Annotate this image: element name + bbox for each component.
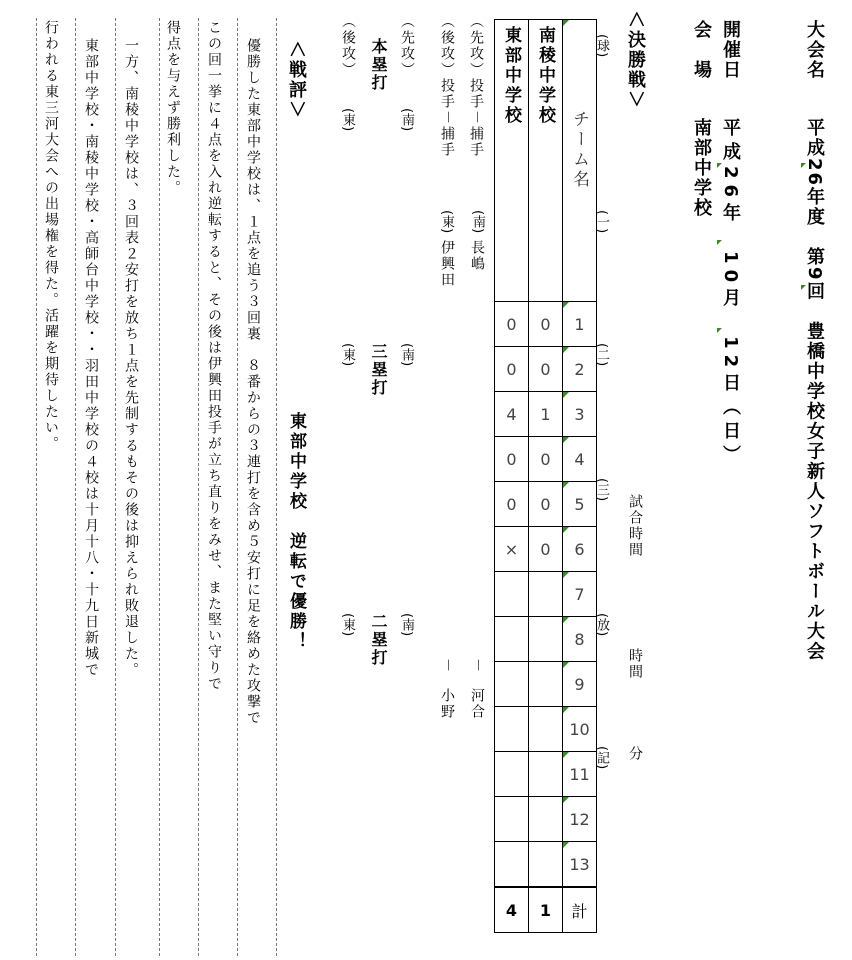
battery-second-catcher: 小野 [439,688,455,720]
south-score [529,572,563,617]
homerun-title: 本塁打 [369,38,388,92]
tournament-name: 平成26年度 第9回 豊橋中学校女子新人ソフトボール大会 [804,118,825,662]
south-score [529,707,563,752]
inning-number: 1 [563,302,597,347]
east-score [495,842,529,888]
east-score [495,707,529,752]
mark-tick [801,285,806,290]
ruled-line [115,18,116,956]
east-score: 0 [495,437,529,482]
homerun-school-south: (南) [399,108,414,132]
south-score: 0 [529,527,563,572]
inning-3-marker: (三) [594,478,609,502]
scoreboard-table [494,19,597,933]
south-score [529,752,563,797]
triple-school-south: (南) [399,343,414,367]
ruled-line [198,18,199,956]
ruled-line [36,18,37,956]
inning-number: 3 [563,392,597,437]
inning-number: 7 [563,572,597,617]
team-header-label: チーム名 [569,110,589,190]
mark-tick [717,328,722,333]
battery-dash-2: － [439,658,455,674]
south-score [529,842,563,888]
review-line-6: 行われる東三河大会への出場権を得た。活躍を期待したい。 [43,20,59,452]
double-title: 二塁打 [369,613,388,667]
east-score: 0 [495,482,529,527]
east-score [495,752,529,797]
east-score: 4 [495,392,529,437]
east-score [495,617,529,662]
inning-number: 2 [563,347,597,392]
ruled-line [159,18,160,956]
review-line-4: 一方、南稜中学校は、３回表２安打を放ち１点を先制するもその後は抑えられ敗退した。 [123,38,139,678]
mark-tick [717,163,722,168]
game-time-label: 試合時間 [627,494,643,558]
tournament-label: 大会名 [804,20,825,80]
inning-number: 12 [563,797,597,842]
inning-1-marker: (一) [594,210,609,234]
review-line-1: 優勝した東部中学校は、１点を追う３回裏 ８番からの３連打を含め５安打に足を絡めた攻撃で [245,38,261,726]
south-score: 0 [529,302,563,347]
team-south-header [529,20,563,302]
final-section-title: ＜決勝戦＞ [625,10,646,110]
inning-number: 8 [563,617,597,662]
south-total: 1 [529,887,563,933]
south-score [529,797,563,842]
inning-number: 13 [563,842,597,888]
double-school-south: (南) [399,613,414,637]
review-line-5: 東部中学校・南稜中学校・高師台中学校・・羽田中学校の４校は十月十八・十九日新城で [83,38,99,678]
ball-marker: (球) [594,34,609,58]
battery-first-pitcher: 長嶋 [469,240,485,272]
south-score: 1 [529,392,563,437]
east-score [495,797,529,842]
team-name-south: 南稜中学校 [535,26,555,126]
inning-number: 6 [563,527,597,572]
east-score: 0 [495,347,529,392]
ruled-line [276,18,277,956]
team-east-header [495,20,529,302]
venue-value: 南部中学校 [691,118,712,218]
south-score: 0 [529,482,563,527]
triple-school-east: (東) [340,343,355,367]
south-score: 0 [529,347,563,392]
battery-second-label: （後攻）投手－捕手 [439,14,455,158]
inning-number: 11 [563,752,597,797]
east-score [495,662,529,707]
mark-tick [717,240,722,245]
south-score [529,662,563,707]
triple-title: 三塁打 [369,343,388,397]
battery-dash-1: － [469,658,485,674]
team-header-cell [563,20,597,302]
mark-tick [801,163,806,168]
inning-number: 5 [563,482,597,527]
homerun-second-label: （後攻） [340,14,356,78]
ki-marker: (記) [594,746,609,770]
review-line-2: この回一挙に４点を入れ逆転すると、その後は伊興田投手が立ち直りをみせ、また堅い守りで [206,20,222,692]
hou-marker: (放) [594,613,609,637]
game-time-minutes: 分 [627,746,643,762]
battery-second-school: (東) [439,210,454,234]
homerun-first-label: （先攻） [399,14,415,78]
review-headline: 東部中学校 逆転で優勝！ [286,412,306,652]
homerun-school-east: (東) [340,108,355,132]
inning-2-marker: (二) [594,343,609,367]
east-score: 0 [495,302,529,347]
review-line-3: 得点を与えず勝利した。 [165,20,181,196]
ruled-line [75,18,76,956]
total-label: 計 [563,887,597,933]
date-value: 平成26年 10月 12日（日） [720,118,741,470]
inning-number: 9 [563,662,597,707]
date-label: 開催日 [720,20,741,80]
east-score: × [495,527,529,572]
east-score [495,572,529,617]
inning-number: 10 [563,707,597,752]
south-score: 0 [529,437,563,482]
east-total: 4 [495,887,529,933]
ruled-line [237,18,238,956]
battery-first-label: （先攻）投手－捕手 [468,14,484,158]
double-school-east: (東) [340,613,355,637]
review-title: ＜戦評＞ [286,40,307,120]
inning-number: 4 [563,437,597,482]
venue-label: 会 場 [691,20,712,80]
battery-second-pitcher: 伊興田 [439,240,455,288]
battery-first-school: (南) [470,210,485,234]
game-time-hours: 時間 [627,648,643,680]
south-score [529,617,563,662]
battery-first-catcher: 河合 [469,688,485,720]
team-name-east: 東部中学校 [501,26,521,126]
